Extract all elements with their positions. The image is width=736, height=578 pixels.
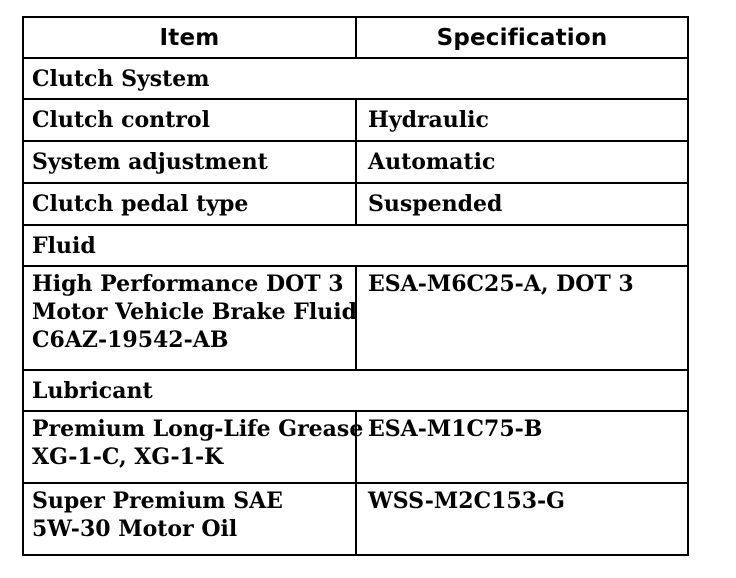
item-line: C6AZ-19542-AB (32, 327, 229, 353)
item-line: Clutch control (32, 107, 210, 133)
table-row (23, 266, 688, 370)
item-line: High Performance DOT 3 (32, 271, 344, 297)
item-line: Premium Long-Life Grease (32, 416, 364, 442)
item-line: XG-1-C, XG-1-K (32, 444, 224, 470)
section-row-lubricant (23, 370, 688, 411)
table-row (23, 141, 688, 183)
spec-cell: ESA-M1C75-B (356, 411, 688, 483)
section-title: Fluid (23, 225, 688, 266)
item-line: Super Premium SAE (32, 488, 283, 514)
section-row-clutch-system (23, 58, 688, 99)
item-cell (23, 266, 356, 370)
table-row (23, 483, 688, 555)
header-item: Item (23, 17, 356, 58)
item-cell (23, 141, 356, 183)
item-line: Motor Vehicle Brake Fluid (32, 299, 357, 325)
header-specification: Specification (356, 17, 688, 58)
table-row (23, 411, 688, 483)
item-cell (23, 183, 356, 225)
header-row (23, 17, 688, 58)
table-row (23, 183, 688, 225)
item-cell (23, 99, 356, 141)
item-line: System adjustment (32, 149, 268, 175)
specification-table (22, 16, 689, 556)
item-line: 5W-30 Motor Oil (32, 516, 238, 542)
item-cell (23, 411, 364, 483)
section-row-fluid (23, 225, 688, 266)
table-row (23, 99, 688, 141)
section-title: Lubricant (23, 370, 688, 411)
spec-cell: Hydraulic (356, 99, 688, 141)
spec-cell: WSS-M2C153-G (356, 483, 688, 555)
spec-cell: Automatic (356, 141, 688, 183)
spec-cell: ESA-M6C25-A, DOT 3 (356, 266, 688, 370)
item-cell (23, 483, 356, 555)
spec-cell: Suspended (356, 183, 688, 225)
section-title: Clutch System (23, 58, 688, 99)
item-line: Clutch pedal type (32, 191, 249, 217)
